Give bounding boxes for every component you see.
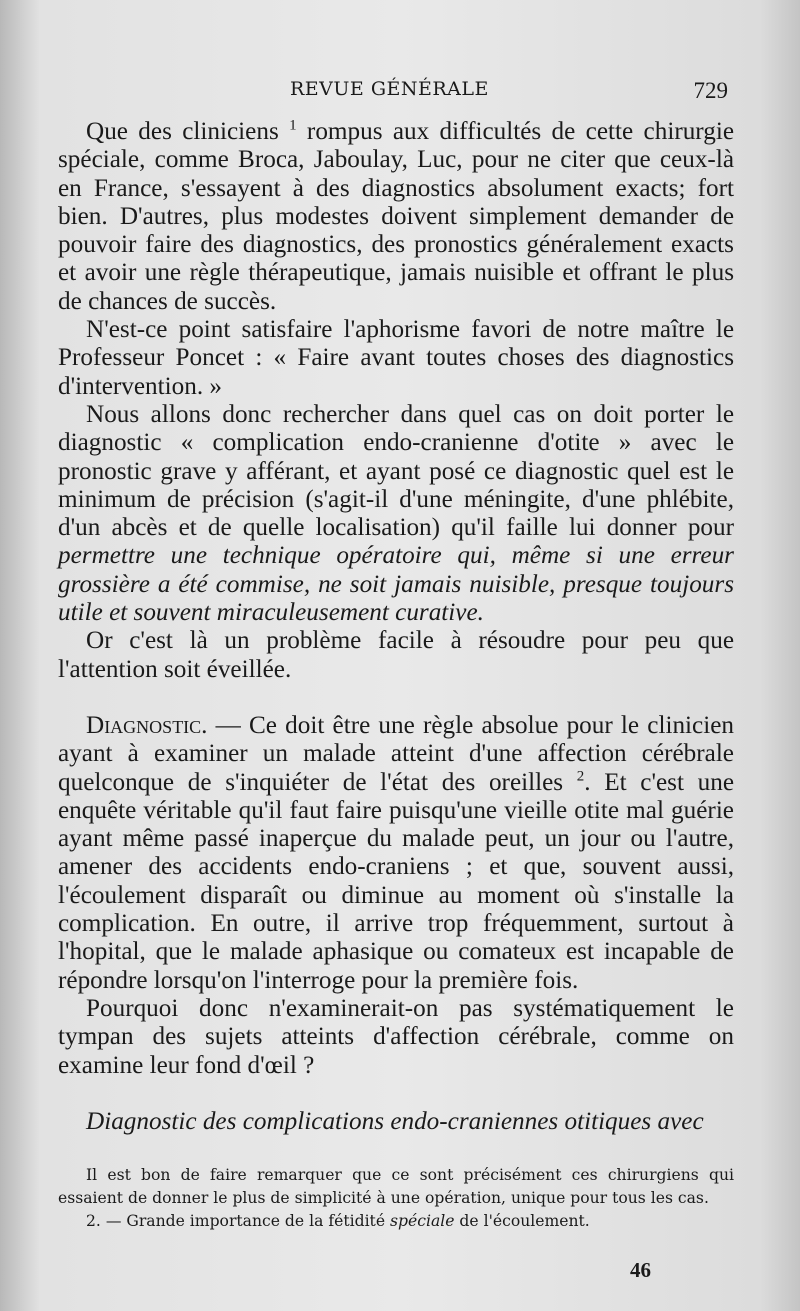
footnote-2: 2. — Grande importance de la fétidité spéciale de l'écoulement. [86, 1212, 590, 1230]
paragraph-3: Nous allons donc rechercher dans quel cas on doit porter le diagnostic « complication endo-cranienne d'otite » avec le pronostic grave y afférant, et ayant posé ce diagnostic quel est le minimum de précision (s'agit-il d'une méningite, d'une phlébite, d'un abcès et de quelle localisation) qu'il faille lui donner pour permettre une technique opératoire qui, même si une erreur grossière a été commise, ne soit jamais nuisible, presque toujours utile et souvent miraculeusement curative. [58, 400, 734, 627]
footnotes [58, 1164, 734, 1233]
main-text [58, 118, 734, 1136]
signature-mark: 46 [630, 1258, 651, 1282]
paragraph-1: Que des cliniciens $^1$ rompus aux difficultés de cette chirurgie spéciale, comme Broca, Jaboulay, Luc, pour ne citer que ceux-là en France, s'essayent à des diagnostics absolument exacts; fort bien. D'autres, plus modestes doivent simplement demander de pouvoir faire des diagnostics, des pronostics généralement exacts et avoir une règle thérapeutique, jamais nuisible et offrant le plus de chances de succès. [58, 117, 734, 315]
paragraph-4: Or c'est là un problème facile à résoudre pour peu que l'attention soit éveillée. [58, 627, 734, 683]
paragraph-diagnostic: Diagnostic. — Ce doit être une règle absolue pour le clinicien ayant à examiner un malade atteint d'une affection cérébrale quelconque de s'inquiéter de l'état des oreilles $^2$. Et c'est une enquête véritable qu'il faut faire puisqu'une vieille otite mal guérie ayant même passé inaperçue du malade peut, un jour ou l'autre, amener des accidents endo-craniens ; et que, souvent aussi, l'écoulement disparaît ou diminue au moment où s'installe la complication. En outre, il arrive trop fréquemment, surtout à l'hopital, que le malade aphasique ou comateux est incapable de répondre lorsqu'on l'interroge pour la première fois. [58, 711, 735, 994]
emphasis-text: permettre une technique opératoire qui, même si une erreur grossière a été commise, ne soit jamais nuisible, presque toujours utile et souvent miraculeusement curative. [58, 542, 734, 627]
paragraph-2: N'est-ce point satisfaire l'aphorisme favori de notre maître le Professeur Poncet : « Faire avant toutes choses des diagnostics d'intervention. » [58, 316, 734, 400]
section-lead: Diagnostic. [86, 711, 208, 739]
footnote-ref-2: 2 [576, 768, 585, 785]
page-number: 729 [693, 78, 728, 103]
footnote-1: Il est bon de faire remarquer que ce sont précisément ces chirurgiens qui essaient de donner le plus de simplicité à une opération, unique pour tous les cas. [58, 1166, 734, 1207]
running-title: REVUE GÉNÉRALE [290, 78, 489, 100]
running-head [0, 78, 800, 108]
paragraph-6: Pourquoi donc n'examinerait-on pas systématiquement le tympan des sujets atteints d'affection cérébrale, comme on examine leur fond d'œil ? [58, 994, 734, 1079]
subheading-italic: Diagnostic des complications endo-craniennes otitiques avec [86, 1107, 704, 1135]
footnote-ref-1: 1 [289, 117, 297, 134]
